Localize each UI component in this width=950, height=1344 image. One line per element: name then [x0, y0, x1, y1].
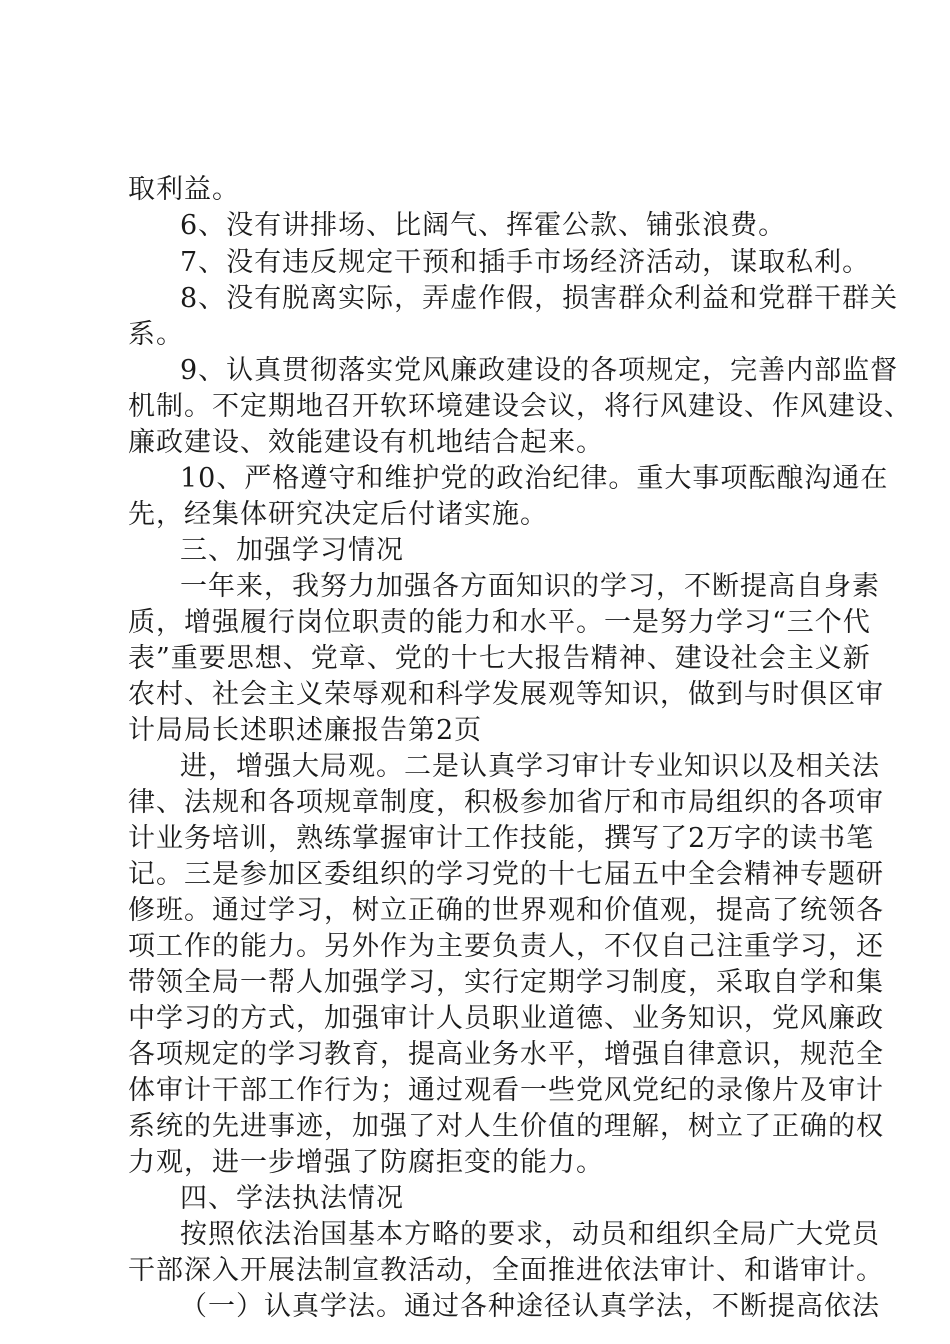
text-line: 修班。通过学习，树立正确的世界观和价值观，提高了统领各 — [128, 895, 884, 926]
text-line: 10、严格遵守和维护党的政治纪律。重大事项酝酿沟通在 — [180, 463, 889, 494]
text-line: 体审计干部工作行为；通过观看一些党风党纪的录像片及审计 — [128, 1075, 884, 1106]
text-line: 计业务培训，熟练掌握审计工作技能，撰写了2万字的读书笔 — [128, 823, 875, 854]
text-line: 一年来，我努力加强各方面知识的学习，不断提高自身素 — [180, 571, 880, 602]
text-line: 按照依法治国基本方略的要求，动员和组织全局广大党员 — [180, 1219, 880, 1250]
text-line: 机制。不定期地召开软环境建设会议，将行风建设、作风建设、 — [128, 391, 912, 422]
text-line: 项工作的能力。另外作为主要负责人，不仅自己注重学习，还 — [128, 931, 884, 962]
text-line: 9、认真贯彻落实党风廉政建设的各项规定，完善内部监督 — [180, 355, 899, 386]
text-line: 计局局长述职述廉报告第2页 — [128, 715, 483, 746]
text-line: 廉政建设、效能建设有机地结合起来。 — [128, 427, 604, 458]
text-line: 农村、社会主义荣辱观和科学发展观等知识，做到与时俱区审 — [128, 679, 884, 710]
text-line: 系。 — [128, 319, 184, 350]
text-line: 各项规定的学习教育，提高业务水平，增强自律意识，规范全 — [128, 1039, 884, 1070]
text-line: 8、没有脱离实际，弄虚作假，损害群众利益和党群干群关 — [180, 283, 899, 314]
text-line: 进，增强大局观。二是认真学习审计专业知识以及相关法 — [180, 751, 880, 782]
text-line: 系统的先进事迹，加强了对人生价值的理解，树立了正确的权 — [128, 1111, 884, 1142]
text-line: 记。三是参加区委组织的学习党的十七届五中全会精神专题研 — [128, 859, 884, 890]
text-line: 中学习的方式，加强审计人员职业道德、业务知识，党风廉政 — [128, 1003, 884, 1034]
text-line: 6、没有讲排场、比阔气、挥霍公款、铺张浪费。 — [180, 210, 787, 241]
text-line: 带领全局一帮人加强学习，实行定期学习制度，采取自学和集 — [128, 967, 884, 998]
text-line: 力观，进一步增强了防腐拒变的能力。 — [128, 1147, 604, 1178]
text-line: 质，增强履行岗位职责的能力和水平。一是努力学习“三个代 — [128, 607, 871, 638]
text-line: 7、没有违反规定干预和插手市场经济活动，谋取私利。 — [180, 247, 871, 278]
section-heading: 三、加强学习情况 — [180, 535, 404, 566]
text-line: 律、法规和各项规章制度，积极参加省厅和市局组织的各项审 — [128, 787, 884, 818]
section-heading: 四、学法执法情况 — [180, 1183, 404, 1214]
text-line: 干部深入开展法制宣教活动，全面推进依法审计、和谐审计。 — [128, 1255, 884, 1286]
text-line: 先，经集体研究决定后付诸实施。 — [128, 499, 548, 530]
text-line: 表”重要思想、党章、党的十七大报告精神、建设社会主义新 — [128, 643, 871, 674]
text-line: （一）认真学法。通过各种途径认真学法，不断提高依法 — [180, 1291, 880, 1322]
text-line: 取利益。 — [128, 174, 240, 205]
